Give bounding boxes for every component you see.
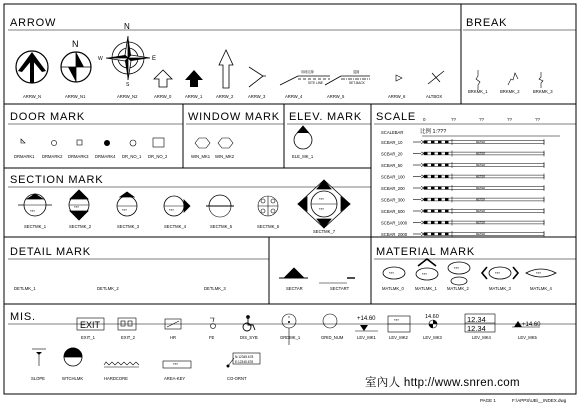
level-mark-3-value: 14.60 xyxy=(425,314,439,320)
scale-unit-label: METER xyxy=(476,221,486,225)
mis-label-11: LEV_MK5 xyxy=(518,335,537,340)
scale-row-label: SCBAR_50 xyxy=(381,163,403,168)
section-label-3: SECTMK_4 xyxy=(164,224,187,229)
mis-label-13: WTCHLMK xyxy=(62,376,84,381)
scale-row-label: SCBAR_300 xyxy=(381,197,405,203)
scale-col-head-1: ?? xyxy=(451,117,457,122)
material-mark-4 xyxy=(526,269,556,277)
coord-line-2: E:12345.678 xyxy=(235,360,254,364)
level-mark-5-value: +14.60 xyxy=(522,322,541,328)
scale-row-arrowhead xyxy=(421,186,424,189)
door-number-1-circle xyxy=(130,140,136,146)
coord-line-1: N:12345.678 xyxy=(235,355,254,359)
scalebar-label: SCALEBAR xyxy=(381,130,404,135)
section-mark-4 xyxy=(164,196,190,216)
arrow-filled-symbol xyxy=(185,70,203,87)
level-mark-1-value: +14.60 xyxy=(357,316,376,322)
scale-bar-segment xyxy=(424,221,428,224)
scale-row xyxy=(381,185,544,191)
section-label-6: SECTMK_7 xyxy=(313,229,336,234)
scale-bar-segment xyxy=(438,187,442,190)
scale-unit-label: METER xyxy=(476,187,486,191)
scale-row xyxy=(381,139,544,145)
door-mark-square xyxy=(77,140,82,145)
arrow-label-3: ARRW_0 xyxy=(154,94,172,99)
site-line-text: 用地紅線 xyxy=(301,70,314,74)
scale-bar-segment xyxy=(438,233,442,236)
level-mark-4-value-bottom: 12.34 xyxy=(467,324,486,333)
arrow-label-6: ARRW_3 xyxy=(248,94,266,99)
mis-label-15: AREA-KEY xyxy=(164,376,186,381)
section-mark-3-stars: *** xyxy=(122,208,127,213)
elev-panel xyxy=(292,126,314,159)
elev-mark-pointer xyxy=(297,126,309,133)
scale-row xyxy=(381,197,544,203)
door-label-0: DRMARK1 xyxy=(14,154,35,159)
scale-row-arrowhead xyxy=(421,163,424,166)
section-mark-4-stars: *** xyxy=(169,208,174,213)
material-mark-0-stars: *** xyxy=(389,271,394,276)
grid-mark-symbol xyxy=(282,314,296,345)
section-mark-7-stars-top: *** xyxy=(319,197,324,202)
door-label-4: DR_NO_1 xyxy=(122,154,142,159)
scale-row-arrowhead xyxy=(421,209,424,212)
section-panel xyxy=(18,180,350,234)
scale-col-head-2: ?? xyxy=(479,117,485,122)
door-label-2: DRMARK3 xyxy=(68,154,89,159)
scale-row xyxy=(381,162,544,168)
window-label-0: WIN_MK1 xyxy=(191,154,211,159)
site-line-label: SITE LINE xyxy=(308,81,324,85)
door-label-5: DR_NO_2 xyxy=(148,154,168,159)
scale-bar-segment xyxy=(431,233,435,236)
scale-row-arrowhead xyxy=(421,221,424,224)
scale-bar-segment xyxy=(424,233,428,236)
detail-label-3: SECTAR xyxy=(286,286,303,291)
mis-label-2: HR xyxy=(170,335,177,340)
section-label-0: SECTMK_1 xyxy=(24,224,47,229)
scale-row xyxy=(381,231,544,237)
slope-symbol xyxy=(32,349,46,366)
section-mark-1-stars: *** xyxy=(30,209,35,214)
material-mark-3-stars: *** xyxy=(495,271,500,276)
section-mark-1 xyxy=(18,194,52,216)
door-panel xyxy=(14,138,168,159)
section-mark-2 xyxy=(69,190,89,220)
mis-label-6: GRID_NUM xyxy=(321,335,344,340)
scale-col-head-4: ?? xyxy=(535,117,541,122)
scale-bar-segment xyxy=(424,210,428,213)
scale-unit-label: METER xyxy=(476,233,486,237)
scale-bar-segment xyxy=(445,221,449,224)
compass-rose-s: S xyxy=(126,82,130,88)
setback-symbol xyxy=(325,69,370,85)
watermark-text: 室內人 http://www.snren.com xyxy=(365,377,520,389)
level-mark-2-symbol xyxy=(388,316,410,332)
level-mark-5-symbol xyxy=(512,321,541,328)
area-key-stars: *** xyxy=(173,362,178,367)
material-mark-1 xyxy=(416,259,438,280)
level-mark-4-symbol xyxy=(465,314,495,333)
arrow-label-9: ARRW_6 xyxy=(388,94,406,99)
scale-row xyxy=(381,174,544,180)
north-arrow-n1-symbol xyxy=(61,39,91,82)
arrow-label-5: ARRW_2 xyxy=(216,94,234,99)
site-line-symbol xyxy=(280,69,330,85)
arrow-panel xyxy=(16,22,444,99)
compass-rose-w: W xyxy=(98,56,103,62)
exit-sign-text: EXIT xyxy=(80,320,101,330)
scale-bar-segment xyxy=(431,152,435,155)
section-mark-7-stars-bottom: *** xyxy=(319,207,324,212)
section-title-scale: SCALE xyxy=(376,111,417,123)
scale-bar-segment xyxy=(431,221,435,224)
scale-row-label: SCBAR_1000 xyxy=(381,220,408,226)
break-label-0: BRKMK_1 xyxy=(468,89,488,94)
arrowhead-small-symbol xyxy=(396,75,402,81)
fire-extinguisher-icon xyxy=(210,318,216,329)
arrow-label-2: ARRW_N2 xyxy=(117,94,138,99)
scale-bar-segment xyxy=(424,141,428,144)
wheelchair-icon xyxy=(243,316,255,331)
scale-bar-segment xyxy=(431,198,435,201)
door-mark-triangle xyxy=(21,139,25,143)
scale-bar-segment xyxy=(438,152,442,155)
scale-row-label: SCBAR_10 xyxy=(381,140,403,145)
section-title-section-mark: SECTION MARK xyxy=(10,174,104,186)
arrow-label-0: ARRW_N xyxy=(23,94,42,99)
scale-panel xyxy=(381,117,560,237)
setback-label: SET-BACK xyxy=(349,81,365,85)
material-mark-1-stars: *** xyxy=(422,272,427,277)
arrow-outline-symbol xyxy=(154,70,172,87)
scale-rows xyxy=(381,139,544,237)
section-title-detail-mark: DETAIL MARK xyxy=(10,246,91,258)
scale-bar-segment xyxy=(438,210,442,213)
scale-row-arrowhead xyxy=(421,232,424,235)
material-mark-2-stars: *** xyxy=(454,266,459,271)
arrow-label-7: ARRW_4 xyxy=(285,94,303,99)
hardcore-symbol xyxy=(104,362,139,367)
area-key-symbol xyxy=(163,361,191,368)
break-mark-1 xyxy=(476,70,480,90)
detail-label-4: SECTART xyxy=(330,286,350,291)
footer-page: PAGE 1 xyxy=(480,398,496,403)
section-arrow-tail-symbol xyxy=(319,278,355,291)
door-mark-circle xyxy=(51,140,56,145)
scale-bar-segment xyxy=(445,187,449,190)
scale-bar-segment xyxy=(431,141,435,144)
compass-rose-icon xyxy=(98,22,156,88)
scale-bar-segment xyxy=(438,175,442,178)
scale-unit-label: METER xyxy=(476,141,486,145)
mis-label-9: LEV_MK3 xyxy=(423,335,442,340)
detail-label-1: DETLMK_2 xyxy=(97,286,119,291)
material-label-2: MATLMK_2 xyxy=(447,286,469,291)
scale-bar-segment xyxy=(424,175,428,178)
window-mark-2-hexagon xyxy=(218,138,233,148)
exit-sign-symbol xyxy=(77,318,104,330)
mis-label-14: HARDCORE xyxy=(104,376,128,381)
mis-label-4: DIS_SYB xyxy=(240,335,258,340)
section-arrow-symbol xyxy=(279,268,308,291)
watch-level-mark-symbol xyxy=(64,348,82,366)
break-mark-2 xyxy=(508,73,518,85)
window-mark-1-hexagon xyxy=(195,138,210,148)
level-mark-3-symbol xyxy=(425,314,439,328)
scale-unit-label: METER xyxy=(476,164,486,168)
scale-row-label: SCBAR_200 xyxy=(381,186,405,191)
material-label-4: MATLMK_4 xyxy=(530,286,552,291)
break-mark-3 xyxy=(539,72,543,88)
door-label-1: DRMARK2 xyxy=(42,154,63,159)
break-label-1: BRKMK_2 xyxy=(500,89,520,94)
scale-bar-segment xyxy=(431,164,435,167)
level-mark-4-value-top: 12.34 xyxy=(467,315,486,324)
detail-label-0: DETLMK_1 xyxy=(14,286,36,291)
elev-mark-circle xyxy=(294,131,312,149)
north-arrow-symbol xyxy=(16,51,48,83)
section-mark-6 xyxy=(258,196,278,216)
section-label-2: SECTMK_3 xyxy=(117,224,140,229)
scale-unit-label: METER xyxy=(476,152,486,156)
section-mark-3 xyxy=(117,192,137,216)
door-number-2-box xyxy=(153,138,164,147)
scale-bar-segment xyxy=(424,187,428,190)
section-title-break: BREAK xyxy=(466,17,508,29)
break-panel xyxy=(468,70,553,94)
scale-bar-segment xyxy=(445,164,449,167)
elev-label-0: ELE_MK_1 xyxy=(292,154,314,159)
scale-bar-segment xyxy=(438,141,442,144)
section-title-arrow: ARROW xyxy=(10,17,57,29)
scale-bar-segment xyxy=(445,152,449,155)
section-mark-2-stars: *** xyxy=(74,205,79,210)
door-mark-filled-circle xyxy=(104,140,110,146)
mis-label-8: LEV_MK2 xyxy=(389,335,408,340)
arrow-long-symbol xyxy=(219,50,233,88)
scale-row xyxy=(381,151,544,157)
scale-bar-segment xyxy=(445,233,449,236)
scale-row-arrowhead xyxy=(421,175,424,178)
section-label-4: SECTMK_5 xyxy=(210,224,233,229)
scale-bar-segment xyxy=(424,164,428,167)
material-mark-2 xyxy=(448,262,470,285)
arrow-label-10: ALTBOX xyxy=(426,94,443,99)
arrow-bent-symbol xyxy=(249,67,266,87)
scale-unit-label: METER xyxy=(476,198,486,202)
scale-row-arrowhead xyxy=(421,140,424,143)
material-mark-4-stars: *** xyxy=(536,271,541,276)
scale-row-arrowhead xyxy=(421,152,424,155)
mis-label-5: GRDMK_1 xyxy=(280,335,301,340)
scale-bar-segment xyxy=(445,198,449,201)
material-label-0: MATLMK_0 xyxy=(382,286,404,291)
level-mark-1-symbol xyxy=(355,316,378,331)
scale-ratio: 比例 1:??? xyxy=(420,129,447,135)
section-title-material-mark: MATERIAL MARK xyxy=(376,246,476,258)
scale-bar-segment xyxy=(431,210,435,213)
window-label-1: WIN_MK2 xyxy=(215,154,235,159)
section-title-mis: MIS. xyxy=(10,311,36,323)
mis-label-0: EXIT_1 xyxy=(81,335,95,340)
mis-label-1: EXIT_2 xyxy=(121,335,135,340)
footer-path: F:\APPS\UB\__INDEX.dwg xyxy=(512,398,567,403)
scale-unit-label: METER xyxy=(476,210,486,214)
material-mark-0 xyxy=(383,267,405,279)
detail-label-2: DETLMK_3 xyxy=(204,286,226,291)
arrow-label-4: ARRW_1 xyxy=(185,94,203,99)
scale-bar-segment xyxy=(424,152,428,155)
scale-row xyxy=(381,208,544,214)
material-label-3: MATLMK_3 xyxy=(489,286,511,291)
arrow-label-1: ARRW_N1 xyxy=(65,94,86,99)
compass-rose-n: N xyxy=(124,22,130,31)
break-label-2: BRKMK_3 xyxy=(533,89,553,94)
section-mark-5 xyxy=(206,195,234,217)
compass-n-label: N xyxy=(72,39,79,49)
grid-number-circle xyxy=(323,314,337,328)
scale-bar-segment xyxy=(445,175,449,178)
mis-label-7: LEV_MK1 xyxy=(357,335,376,340)
mis-label-10: LEV_MK4 xyxy=(472,335,491,340)
scale-row xyxy=(381,220,544,226)
section-title-elev-mark: ELEV. MARK xyxy=(289,111,363,123)
section-label-5: SECTMK_6 xyxy=(257,224,280,229)
door-label-3: DRMARK4 xyxy=(95,154,116,159)
coordinate-symbol xyxy=(227,353,261,368)
scale-row-arrowhead xyxy=(421,198,424,201)
material-mark-3 xyxy=(482,267,518,279)
section-title-door-mark: DOOR MARK xyxy=(10,111,86,123)
section-title-window-mark: WINDOW MARK xyxy=(188,111,280,123)
scale-bar-segment xyxy=(424,198,428,201)
scale-col-head-3: ?? xyxy=(507,117,513,122)
scale-bar-segment xyxy=(438,164,442,167)
setback-text: 退縮 xyxy=(353,70,360,74)
mis-label-3: FE xyxy=(209,335,215,340)
scale-row-label: SCBAR_20 xyxy=(381,151,403,157)
scale-bar-segment xyxy=(431,175,435,178)
scale-bar-segment xyxy=(438,198,442,201)
arrow-label-8: ARRW_5 xyxy=(327,94,345,99)
scale-row-label: SCBAR_500 xyxy=(381,209,405,214)
scale-col-head-0: 0 xyxy=(423,117,426,122)
detail-panel xyxy=(14,268,355,291)
mis-label-12: SLOPE xyxy=(31,376,45,381)
level-mark-2-stars: *** xyxy=(394,318,399,323)
scale-row-label: SCBAR_2000 xyxy=(381,232,408,237)
scale-bar-segment xyxy=(445,210,449,213)
scale-row-label: SCBAR_100 xyxy=(381,174,405,180)
material-label-1: MATLMK_1 xyxy=(415,286,437,291)
scale-column-heads xyxy=(423,117,541,122)
altbox-symbol xyxy=(428,71,444,84)
material-panel xyxy=(382,259,556,291)
scale-unit-label: METER xyxy=(476,175,486,179)
mis-label-16: CO-ORNT xyxy=(227,376,247,381)
window-panel xyxy=(191,138,235,159)
scale-bar-segment xyxy=(431,187,435,190)
section-label-1: SECTMK_2 xyxy=(69,224,92,229)
scale-bar-segment xyxy=(445,141,449,144)
scale-bar-segment xyxy=(438,221,442,224)
compass-rose-e: E xyxy=(152,56,157,62)
